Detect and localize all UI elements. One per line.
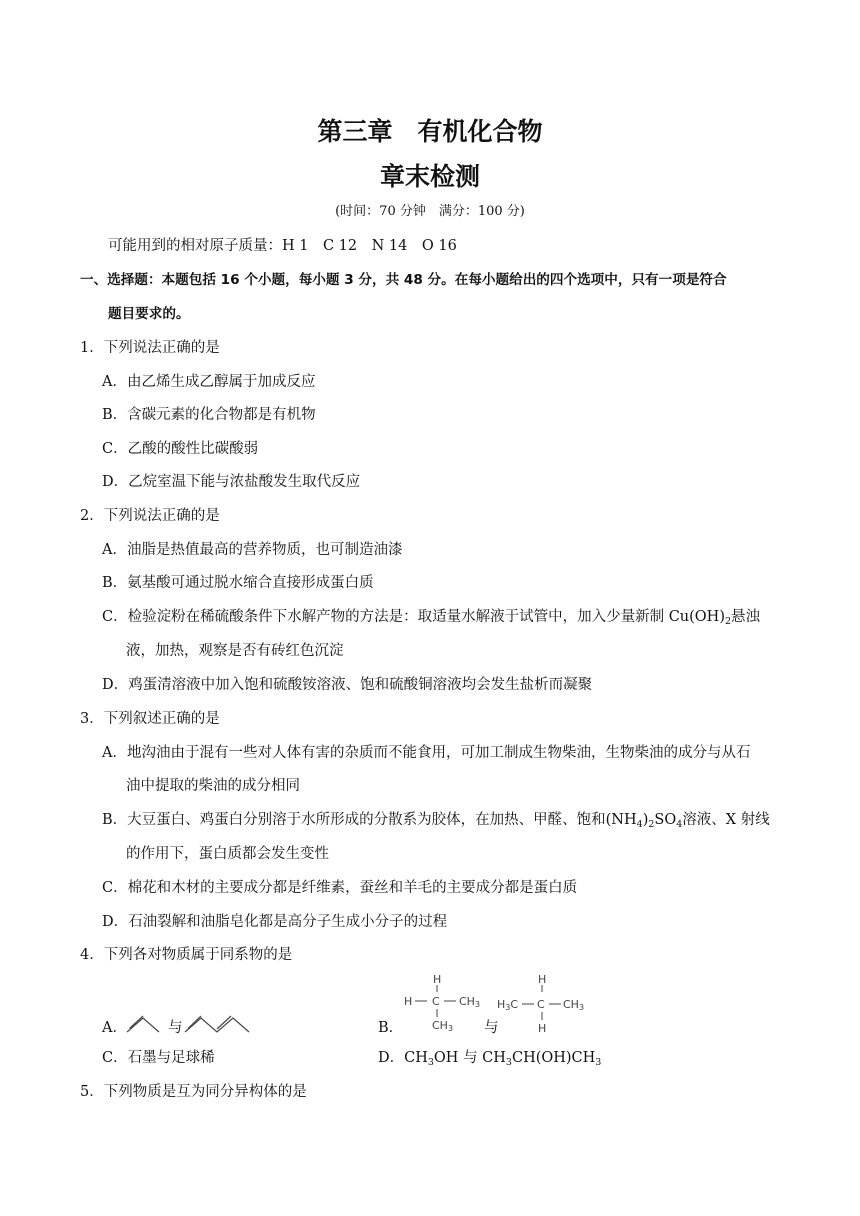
time-info: (时间：70 分钟 满分：100 分) bbox=[335, 204, 525, 219]
svg-text:H: H bbox=[538, 973, 547, 986]
svg-text:H: H bbox=[404, 995, 413, 1008]
q2-option-c: C．检验淀粉在稀硫酸条件下水解产物的方法是：取适量水解液于试管中，加入少量新制 $Cu(OH)_2$悬浊 bbox=[102, 609, 761, 627]
page-subtitle: 章末检测 bbox=[379, 162, 480, 191]
q3-option-b-cont: 的作用下，蛋白质都会发生变性 bbox=[126, 846, 329, 862]
section-heading-cont: 题目要求的。 bbox=[108, 306, 190, 322]
propane-structure-icon bbox=[497, 973, 584, 1035]
q3-option-c: C．棉花和木材的主要成分都是纤维素，蚕丝和羊毛的主要成分都是蛋白质 bbox=[102, 880, 578, 896]
q3-option-d: D．石油裂解和油脂皂化都是高分子生成小分子的过程 bbox=[102, 914, 448, 930]
q1-option-b: B．含碳元素的化合物都是有机物 bbox=[102, 407, 316, 423]
hexatriene-skeletal-icon bbox=[185, 1016, 249, 1032]
q2-option-c-cont: 液，加热，观察是否有砖红色沉淀 bbox=[126, 643, 344, 659]
q1-option-d: D．乙烷室温下能与浓盐酸发生取代反应 bbox=[102, 474, 361, 490]
svg-text:H: H bbox=[538, 1022, 547, 1035]
q4-option-a-connector: 与 bbox=[168, 1020, 183, 1036]
svg-text:C: C bbox=[537, 998, 545, 1011]
q2-option-a: A．油脂是热值最高的营养物质，也可制造油漆 bbox=[102, 542, 403, 558]
svg-text:C: C bbox=[432, 995, 440, 1008]
svg-text:CH3: CH3 bbox=[432, 1019, 454, 1033]
q4-option-a-structures bbox=[125, 1004, 255, 1036]
q4-option-b-connector: 与 bbox=[484, 1020, 499, 1036]
q3-option-a: A．地沟油由于混有一些对人体有害的杂质而不能食用，可加工制成生物柴油，生物柴油的成分与从石 bbox=[102, 745, 751, 761]
q4-option-a-label: A． bbox=[102, 1020, 127, 1036]
question-4-stem: 4．下列各对物质属于同系物的是 bbox=[80, 947, 293, 963]
question-5-stem: 5．下列物质是互为同分异构体的是 bbox=[80, 1084, 307, 1100]
butadiene-skeletal-icon bbox=[127, 1016, 159, 1032]
q3-option-a-cont: 油中提取的柴油的成分相同 bbox=[126, 778, 300, 794]
q2-option-d: D．鸡蛋清溶液中加入饱和硫酸铵溶液、饱和硫酸铜溶液均会发生盐析而凝聚 bbox=[102, 677, 593, 693]
q3-option-b: B．大豆蛋白、鸡蛋白分别溶于水所形成的分散系为胶体，在加热、甲醛、饱和$(NH_4)_2SO_4$溶液、X 射线 bbox=[102, 812, 770, 830]
svg-text:CH3: CH3 bbox=[459, 995, 481, 1009]
svg-text:H: H bbox=[433, 973, 442, 986]
q4-option-c: C．石墨与足球稀 bbox=[102, 1050, 215, 1066]
q1-option-a: A．由乙烯生成乙醇属于加成反应 bbox=[102, 374, 316, 390]
q4-option-d: D．$CH_3OH$ 与 $CH_3CH(OH)CH_3$ bbox=[378, 1050, 602, 1068]
q2-option-b: B．氨基酸可通过脱水缩合直接形成蛋白质 bbox=[102, 575, 374, 591]
section-heading: 一、选择题：本题包括 16 个小题，每小题 3 分，共 48 分。在每小题给出的四个选项中，只有一项是符合 bbox=[80, 272, 727, 288]
atomic-masses: 可能用到的相对原子质量：H 1 C 12 N 14 O 16 bbox=[108, 238, 457, 254]
chapter-title: 第三章 有机化合物 bbox=[317, 117, 543, 146]
q1-option-c: C．乙酸的酸性比碳酸弱 bbox=[102, 441, 259, 457]
svg-text:CH3: CH3 bbox=[563, 998, 585, 1012]
svg-text:H3C: H3C bbox=[497, 998, 519, 1012]
question-1-stem: 1．下列说法正确的是 bbox=[80, 340, 220, 356]
question-2-stem: 2．下列说法正确的是 bbox=[80, 508, 220, 524]
q4-option-b-label: B． bbox=[378, 1020, 404, 1036]
question-3-stem: 3．下列叙述正确的是 bbox=[80, 711, 220, 727]
isobutane-structure-icon bbox=[404, 973, 480, 1033]
